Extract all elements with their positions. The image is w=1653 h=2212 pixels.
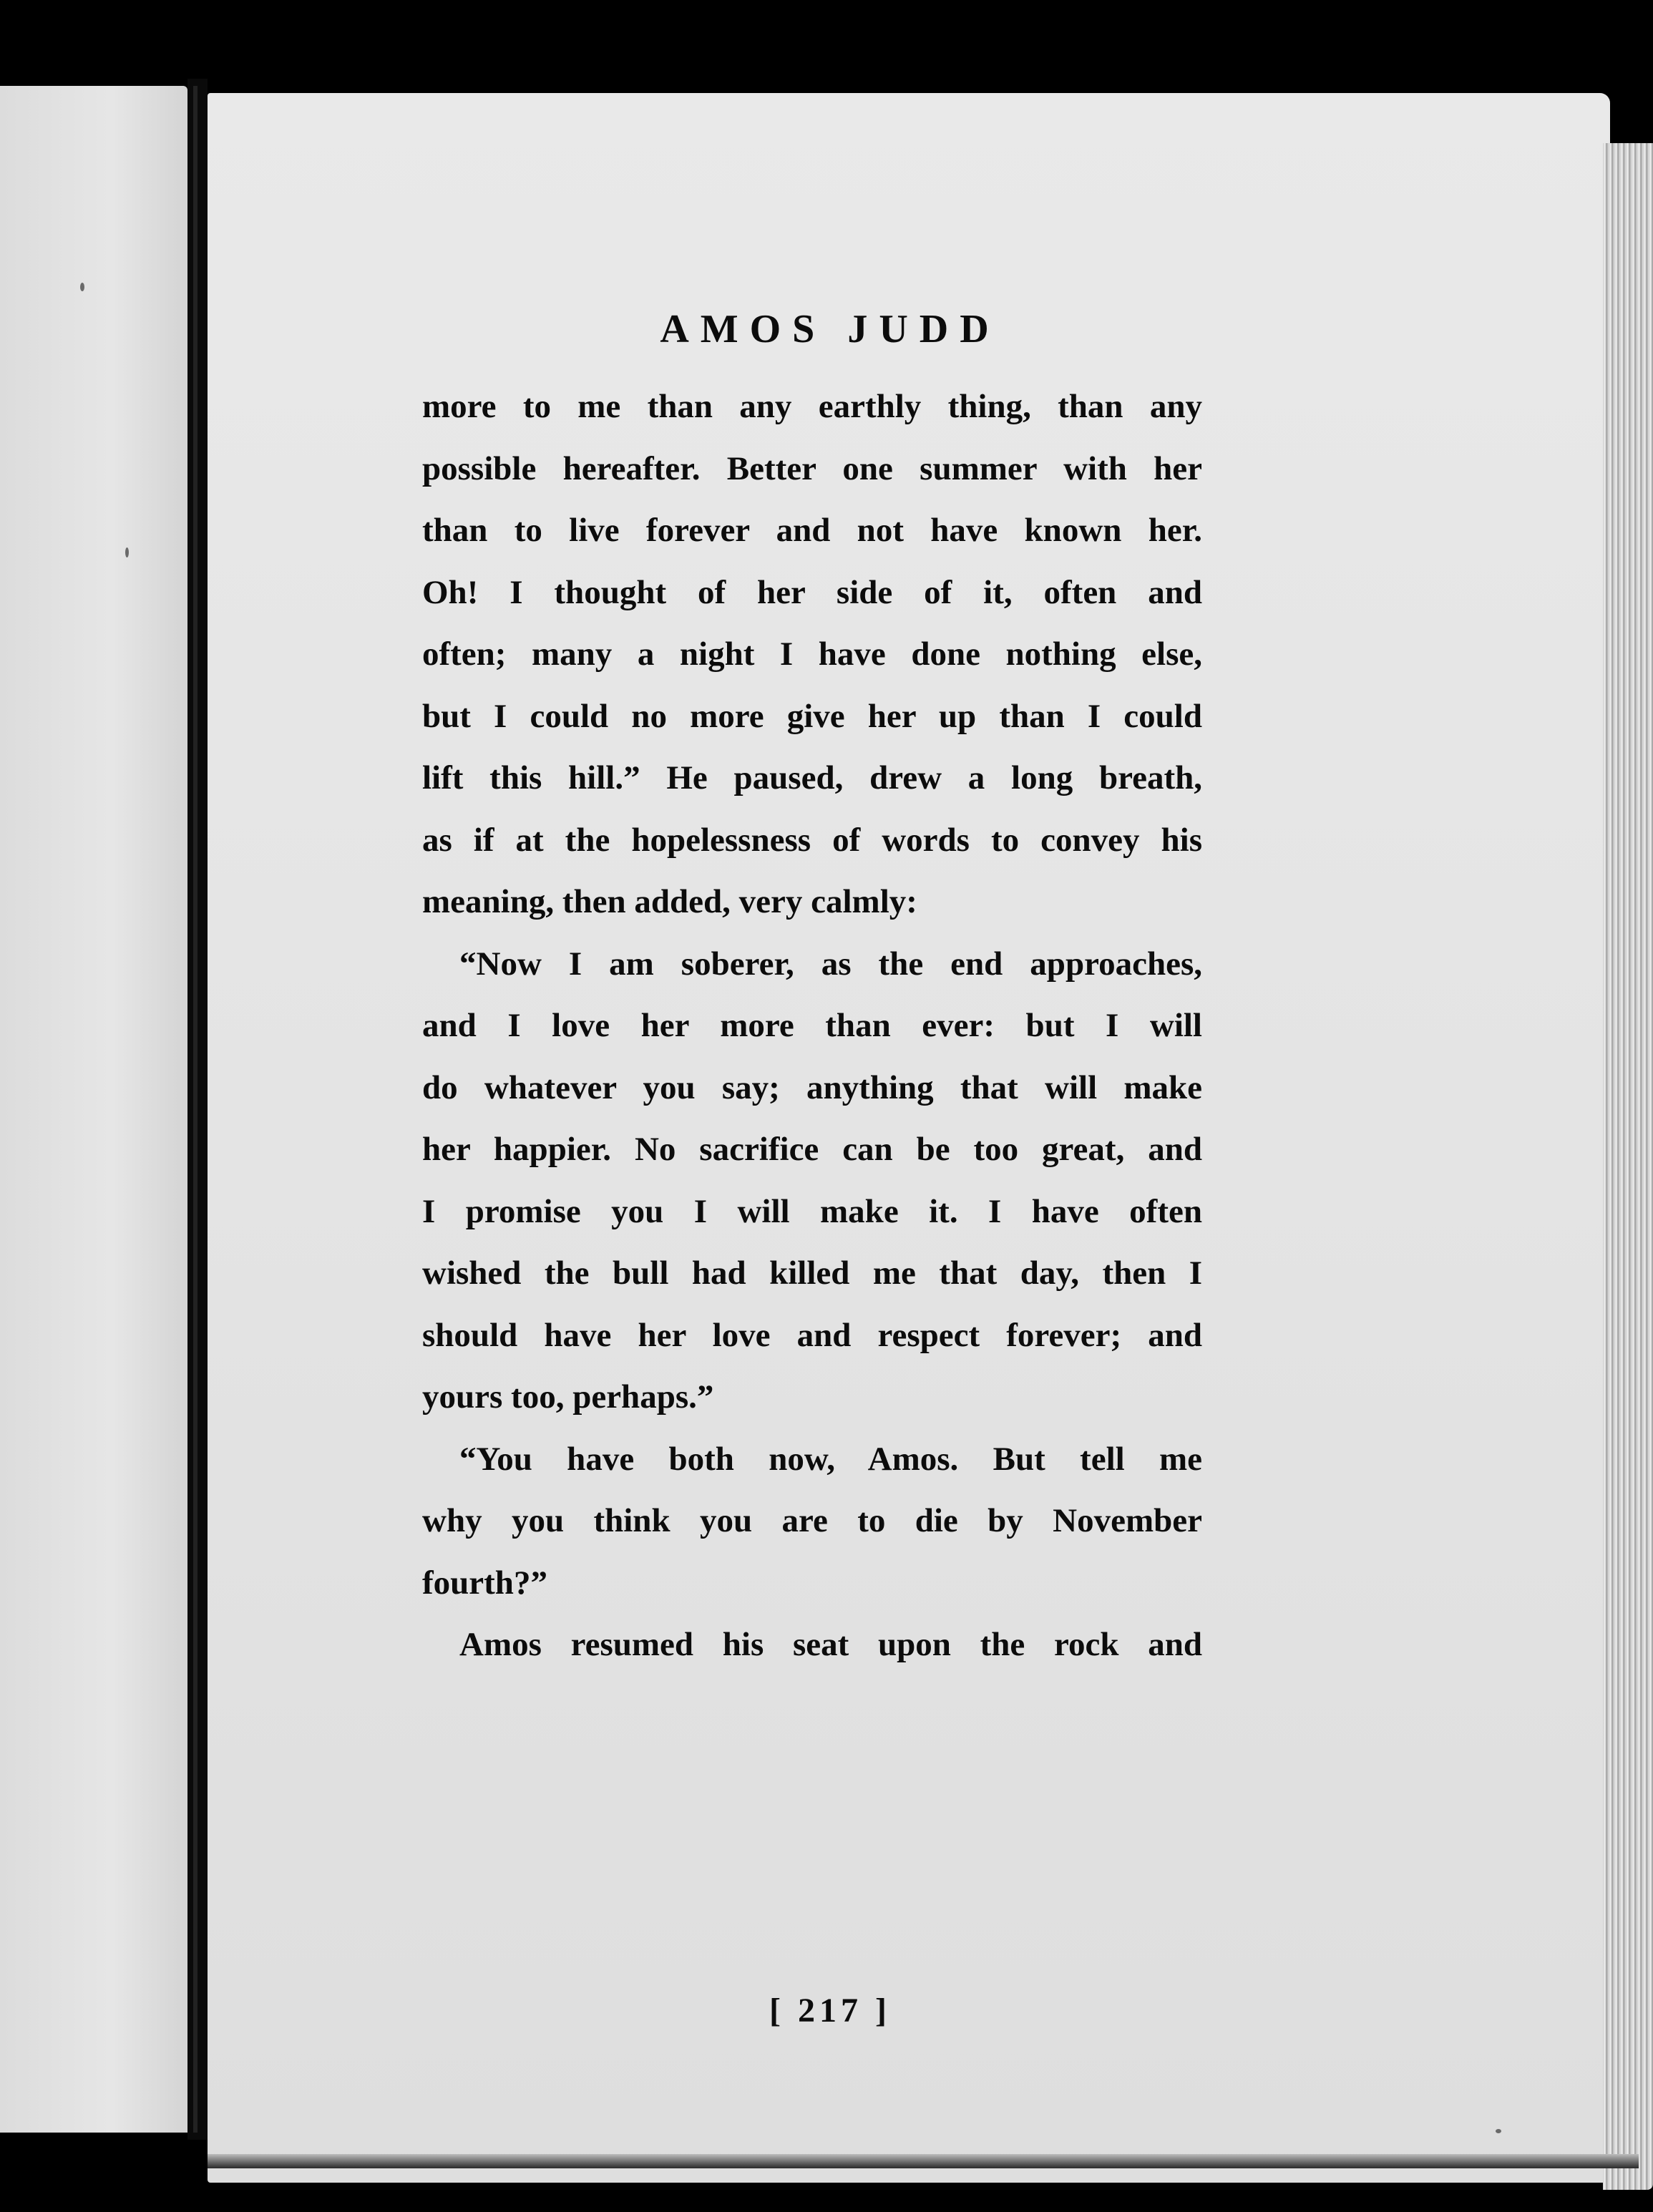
text-line: “Now I am soberer, as the end approaches, [459, 945, 1202, 983]
text-line: yours too, perhaps.” [422, 1378, 714, 1416]
text-line: “You have both now, Amos. But tell me [459, 1440, 1202, 1478]
left-facing-page [0, 86, 187, 2133]
text-line: why you think you are to die by November [422, 1502, 1202, 1539]
text-line: more to me than any earthly thing, than any [422, 388, 1202, 425]
paper-speck [125, 547, 129, 557]
text-line: as if at the hopelessness of words to convey his [422, 821, 1202, 859]
text-line: and I love her more than ever: but I will [422, 1007, 1202, 1044]
text-line: do whatever you say; anything that will make [422, 1068, 1202, 1106]
text-line: Oh! I thought of her side of it, often and [422, 573, 1202, 611]
text-line: I promise you I will make it. I have often [422, 1192, 1202, 1230]
text-line: her happier. No sacrifice can be too great, and [422, 1131, 1202, 1168]
book-gutter [187, 79, 208, 2140]
page-bottom-edge [208, 2154, 1639, 2168]
running-head: AMOS JUDD [660, 307, 1000, 351]
text-line: than to live forever and not have known her. [422, 512, 1202, 549]
text-line: often; many a night I have done nothing else, [422, 635, 1202, 673]
text-line: meaning, then added, very calmly: [422, 883, 917, 920]
paper-speck [1496, 2129, 1501, 2133]
body-text [422, 376, 1202, 1676]
text-line: wished the bull had killed me that day, then I [422, 1254, 1202, 1292]
paper-speck [80, 283, 84, 291]
text-line: fourth?” [422, 1564, 547, 1602]
page-number: [ 217 ] [769, 1992, 891, 2030]
text-line: should have her love and respect forever; and [422, 1316, 1202, 1354]
page-fore-edge [1603, 143, 1653, 2190]
gutter-edge [193, 86, 198, 2133]
text-line: lift this hill.” He paused, drew a long breath, [422, 759, 1202, 796]
text-line: but I could no more give her up than I could [422, 697, 1202, 735]
text-line: Amos resumed his seat upon the rock and [459, 1626, 1202, 1663]
text-line: possible hereafter. Better one summer with her [422, 449, 1202, 487]
